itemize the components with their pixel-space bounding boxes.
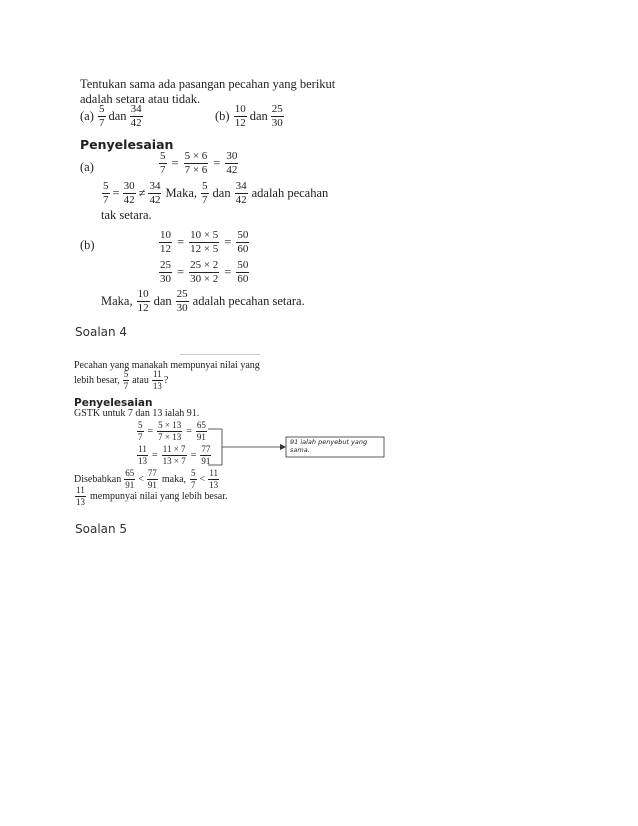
fraction: $\frac{25}{30}$ — [160, 259, 171, 285]
fraction: $\frac{5}{7}$ — [123, 369, 129, 391]
equals-sign: = — [190, 450, 197, 461]
word-disebabkan: Disebabkan — [74, 474, 122, 485]
word-dan: dan — [212, 186, 231, 200]
equation-b1 — [158, 230, 250, 255]
fraction: $\frac{5}{7}$ — [99, 103, 105, 129]
less-than-sign: < — [138, 474, 144, 485]
fraction: $\frac{11}{13}$ — [76, 485, 85, 507]
fraction: $\frac{10 \times 5}{12 \times 5}$ — [190, 229, 219, 255]
not-equal-sign: ≠ — [138, 186, 146, 200]
question-part-a — [80, 104, 144, 129]
word-maka: Maka, — [101, 294, 133, 308]
fraction: $\frac{5}{7}$ — [138, 420, 143, 442]
word-dan: dan — [153, 294, 172, 308]
equation-r1 — [136, 421, 208, 442]
text-line: tak setara. — [101, 208, 152, 222]
fraction: $\frac{34}{42}$ — [149, 180, 161, 206]
word-maka: Maka, — [165, 186, 198, 200]
fraction: $\frac{77}{91}$ — [147, 468, 157, 490]
part-a-label: (a) — [80, 160, 94, 174]
question-text: Pecahan yang manakah mempunyai nilai yang — [74, 360, 260, 371]
fraction: $\frac{11}{13}$ — [152, 369, 162, 391]
equals-sign: = — [224, 235, 232, 249]
fraction: $\frac{50}{60}$ — [237, 259, 249, 285]
question-text: adalah setara atau tidak. — [80, 92, 201, 106]
equals-sign: = — [186, 426, 192, 437]
equation-a2 — [101, 181, 328, 206]
equation-a1 — [158, 151, 239, 176]
question-text: Tentukan sama ada pasangan pecahan yang berikut — [80, 77, 336, 91]
fraction: $\frac{30}{42}$ — [123, 180, 135, 206]
fraction: $\frac{5}{7}$ — [202, 180, 208, 206]
fraction: $\frac{5 \times 13}{7 \times 13}$ — [158, 420, 182, 442]
conclusion-line — [74, 486, 227, 507]
fraction: $\frac{5 \times 6}{7 \times 6}$ — [184, 150, 208, 176]
fraction: $\frac{65}{91}$ — [196, 420, 206, 442]
fraction: $\frac{5}{7}$ — [160, 150, 166, 176]
equals-sign: = — [112, 186, 120, 200]
part-label: (b) — [215, 109, 230, 123]
equation-b2 — [158, 260, 250, 285]
soalan-4-label: Soalan 4 — [75, 325, 128, 339]
fraction: $\frac{5}{7}$ — [191, 468, 196, 490]
note-text: 91 ialah penyebut yang — [290, 438, 368, 446]
fraction: $\frac{10}{12}$ — [234, 103, 246, 129]
fraction: $\frac{77}{91}$ — [201, 444, 211, 466]
fraction: $\frac{34}{42}$ — [235, 180, 247, 206]
soalan-5-label: Soalan 5 — [75, 522, 128, 536]
equals-sign: = — [152, 450, 158, 461]
gstk-line: GSTK untuk 7 dan 13 ialah 91. — [74, 408, 200, 419]
part-label: (a) — [80, 109, 94, 123]
penyelesaian-heading: Penyelesaian — [80, 137, 174, 152]
equals-sign: = — [224, 265, 232, 279]
word-maka: maka, — [161, 474, 187, 485]
note-box — [290, 439, 367, 455]
question-mark: ? — [163, 375, 169, 386]
fraction: $\frac{11}{13}$ — [209, 468, 219, 490]
note-text: sama. — [290, 445, 310, 454]
conclusion-b — [101, 289, 305, 314]
text-suffix: mempunyai nilai yang lebih besar. — [90, 491, 228, 502]
text-suffix: adalah pecahan — [251, 186, 329, 200]
divider — [180, 354, 260, 355]
equals-sign: = — [177, 235, 185, 249]
fraction: $\frac{50}{60}$ — [237, 229, 249, 255]
word-dan: dan — [249, 109, 268, 123]
equals-sign: = — [177, 265, 185, 279]
question-text: lebih besar, $\frac{5}{7}$ atau $\frac{11}{13}$ ? — [74, 369, 169, 391]
fraction: $\frac{65}{91}$ — [125, 468, 135, 490]
fraction: $\frac{11}{13}$ — [138, 444, 147, 466]
fraction: $\frac{25}{30}$ — [176, 288, 188, 314]
word-dan: dan — [108, 109, 127, 123]
fraction: $\frac{11 \times 7}{13 \times 7}$ — [162, 444, 186, 466]
part-b-label: (b) — [80, 238, 95, 252]
less-than-sign: < — [199, 474, 206, 485]
fraction: $\frac{25}{30}$ — [271, 103, 283, 129]
penyelesaian-heading: Penyelesaian — [74, 397, 153, 409]
equals-sign: = — [171, 156, 179, 170]
fraction: $\frac{10}{12}$ — [160, 229, 171, 255]
equals-sign: = — [147, 426, 154, 437]
fraction: $\frac{25 \times 2}{30 \times 2}$ — [190, 259, 219, 285]
fraction: $\frac{10}{12}$ — [137, 288, 149, 314]
fraction: $\frac{5}{7}$ — [103, 180, 109, 206]
text-suffix: adalah pecahan setara. — [192, 294, 305, 308]
equals-sign: = — [213, 156, 221, 170]
word-atau: atau — [132, 375, 149, 386]
fraction: $\frac{30}{42}$ — [226, 150, 238, 176]
question-part-b — [215, 104, 285, 129]
fraction: $\frac{34}{42}$ — [130, 103, 142, 129]
